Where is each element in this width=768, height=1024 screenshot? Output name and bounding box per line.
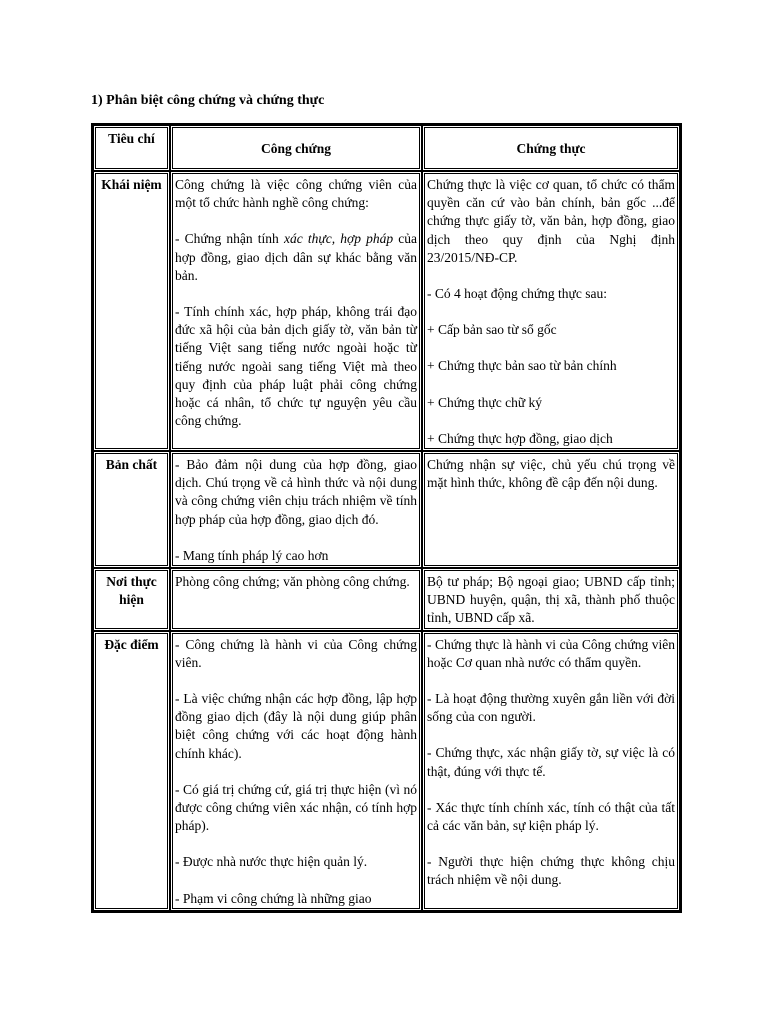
list-item: + Chứng thực chữ ký [427,394,543,410]
certify-cell [422,171,680,451]
list-item: + Cấp bản sao từ sổ gốc [427,322,557,338]
paragraph: - Là việc chứng nhận các hợp đồng, lập hợp đồng giao dịch (đây là nội dung giúp phân biệt công chứng với các hoạt động hành chính khác). [175,691,417,761]
header-notary: Công chứng [170,125,422,171]
certify-cell [422,568,680,631]
paragraph: - Chứng thực, xác nhận giấy tờ, sự việc là có thật, đúng với thực tế. [427,745,675,779]
paragraph: - Có 4 hoạt động chứng thực sau: [427,286,607,302]
notary-cell [170,568,422,631]
criteria-cell: Khái niệm [93,171,170,451]
comparison-table [91,123,682,913]
paragraph: - Xác thực tính chính xác, tính có thật của tất cả các văn bản, sự kiện pháp lý. [427,799,675,834]
paragraph: Phòng công chứng; văn phòng công chứng. [175,574,410,590]
row-features [93,631,680,911]
paragraph: - Người thực hiện chứng thực không chịu trách nhiệm về nội dung. [427,854,675,888]
notary-cell [170,451,422,568]
emphasis-text: xác thực, hợp pháp [283,231,394,247]
paragraph: - Tính chính xác, hợp pháp, không trái đạo đức xã hội của bản dịch giấy tờ, văn bản từ tiếng Việt sang tiếng nước ngoài hoặc từ tiếng nước ngoài sang tiếng Việt mà theo quy định của pháp luật phải công chứng hoặc cá nhân, tổ chức tự nguyện yêu cầu công chứng. [175,304,417,429]
notary-cell [170,631,422,911]
list-item: + Chứng thực bản sao từ bản chính [427,358,617,374]
paragraph: - Là hoạt động thường xuyên gắn liền với đời sống của con người. [427,691,675,725]
paragraph: - Được nhà nước thực hiện quản lý. [175,854,368,870]
paragraph: - Phạm vi công chứng là những giao [175,890,372,906]
row-concept [93,171,680,451]
paragraph: Bộ tư pháp; Bộ ngoại giao; UBND cấp tỉnh; UBND huyện, quận, thị xã, thành phố thuộc tỉnh, UBND cấp xã. [427,574,675,626]
criteria-cell: Nơi thực hiện [93,568,170,631]
list-item: + Chứng thực hợp đồng, giao dịch [427,430,613,446]
paragraph: Chứng thực là việc cơ quan, tổ chức có thẩm quyền căn cứ vào bản chính, bản gốc ...để chứng thực giấy tờ, văn bản, hợp đồng, giao dịch theo quy định của Nghị định 23/2015/NĐ-CP. [427,177,675,265]
header-row [93,125,680,171]
criteria-cell: Bản chất [93,451,170,568]
paragraph: - Mang tính pháp lý cao hơn [175,547,329,563]
certify-cell [422,631,680,911]
row-nature [93,451,680,568]
paragraph: - Có giá trị chứng cứ, giá trị thực hiện (vì nó được công chứng viên xác nhận, có tính hợp pháp). [175,781,417,834]
criteria-cell: Đặc điểm [93,631,170,911]
paragraph: - Công chứng là hành vi của Công chứng viên. [175,636,417,670]
header-certify: Chứng thực [422,125,680,171]
notary-cell [170,171,422,451]
certify-cell [422,451,680,568]
section-title: 1) Phân biệt công chứng và chứng thực [91,93,325,108]
paragraph: - Chứng thực là hành vi của Công chứng viên hoặc Cơ quan nhà nước có thẩm quyền. [427,636,675,670]
paragraph: Chứng nhận sự việc, chủ yếu chú trọng về mặt hình thức, không đề cập đến nội dung. [427,457,675,491]
paragraph: - Bảo đảm nội dung của hợp đồng, giao dịch. Chú trọng về cả hình thức và nội dung và công chứng viên chịu trách nhiệm về tính hợp pháp của hợp đồng, giao dịch đó. [175,457,417,527]
header-criteria: Tiêu chí [93,125,170,171]
paragraph: Công chứng là việc công chứng viên của một tổ chức hành nghề công chứng: [175,177,417,211]
row-place [93,568,680,631]
paragraph: - Chứng nhận tính xác thực, hợp pháp của hợp đồng, giao dịch dân sự khác bằng văn bản. [175,231,418,283]
